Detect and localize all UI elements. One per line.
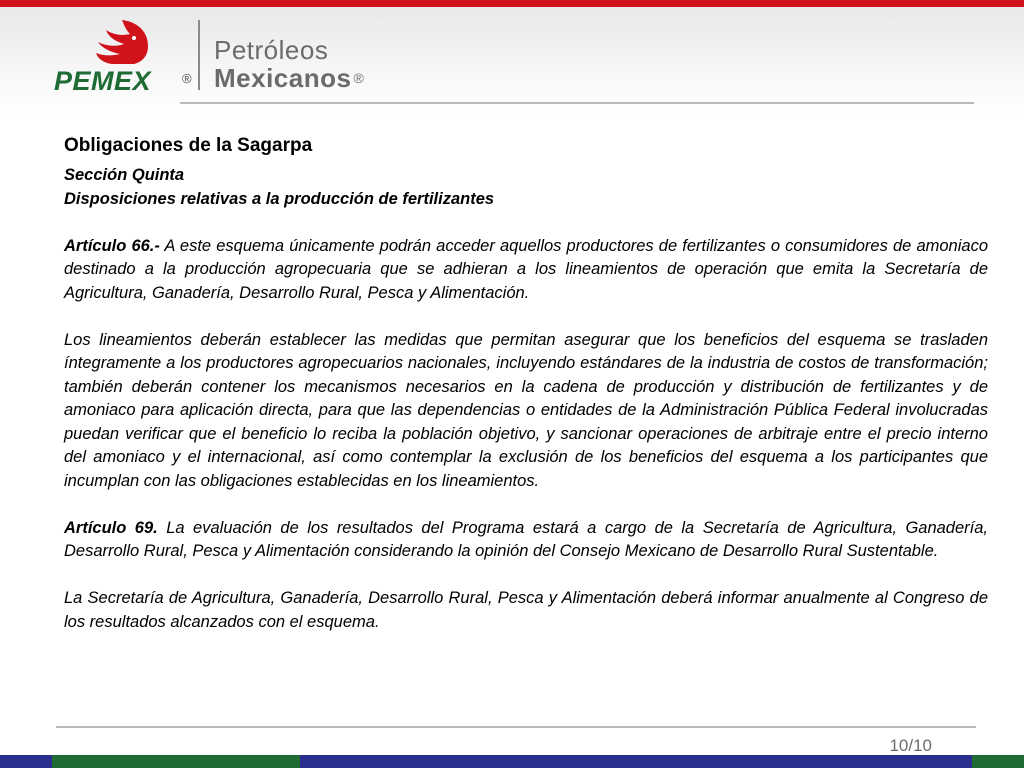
pemex-logo (52, 16, 202, 96)
bottom-accent-bar (0, 755, 1024, 768)
footer-divider (56, 726, 976, 728)
bottom-bar-end-segment (972, 755, 1024, 768)
paragraph-lead: Artículo 69. (64, 518, 158, 537)
paragraph-text: La Secretaría de Agricultura, Ganadería, Desarrollo Rural, Pesca y Alimentación deberá informar anualmente al Congreso de los resultados alcanzados con el esquema. (64, 589, 988, 631)
brand-wordmark (214, 36, 414, 96)
slide-title: Obligaciones de la Sagarpa (64, 135, 313, 156)
pemex-eagle-icon (96, 20, 148, 64)
paragraph-informe (64, 587, 988, 634)
brand-line-2 (214, 64, 414, 92)
section-heading: Sección Quinta (64, 166, 185, 184)
page-number: 10/10 (889, 736, 932, 755)
brand-line-1: Petróleos (214, 35, 329, 65)
logo-reg-mark: ® (182, 71, 192, 86)
brand-line-2-text: Mexicanos (214, 63, 352, 93)
brand-reg-mark: ® (353, 70, 365, 86)
header-divider (180, 102, 974, 104)
slide-content (64, 134, 988, 634)
top-accent-bar (0, 0, 1024, 7)
paragraph-lead: Artículo 66.- (64, 236, 160, 255)
paragraph-text: La evaluación de los resultados del Programa estará a cargo de la Secretaría de Agricultura, Ganadería, Desarrollo Rural, Pesca y Alimentación considerando la opinión del Consejo Mexicano de Desarrollo Rural Sustentable. (64, 518, 988, 560)
paragraph-article-69 (64, 517, 988, 564)
logo-text: PEMEX (54, 66, 152, 96)
bottom-bar-green-segment (52, 755, 300, 768)
logo-separator (198, 20, 200, 90)
paragraph-lineamientos (64, 329, 988, 494)
paragraph-text: A este esquema únicamente podrán acceder aquellos productores de fertilizantes o consumidores de amoniaco destinado a la producción agropecuaria que se adhieran a los lineamientos de operación que emita la Secretaría de Agricultura, Ganadería, Desarrollo Rural, Pesca y Alimentación. (64, 236, 988, 302)
section-subtitle: Disposiciones relativas a la producción de fertilizantes (64, 189, 495, 208)
paragraph-text: Los lineamientos deberán establecer las medidas que permitan asegurar que los beneficios del esquema se trasladen íntegramente a los productores agropecuarios nacionales, incluyendo estándares de la industria de costos de transformación; también deberán contener los mecanismos necesarios en la cadena de producción y distribución de fertilizantes y de amoniaco para aplicación directa, para que las dependencias o entidades de la Administración Pública Federal involucradas puedan verificar que el beneficio lo reciba la población objetivo, y sancionar operaciones de arbitraje entre el precio interno del amoniaco y el internacional, así como contemplar la exclusión de los beneficios del esquema a los participantes que incumplan con las obligaciones establecidas en los lineamientos. (64, 330, 988, 490)
paragraph-article-66 (64, 235, 988, 306)
